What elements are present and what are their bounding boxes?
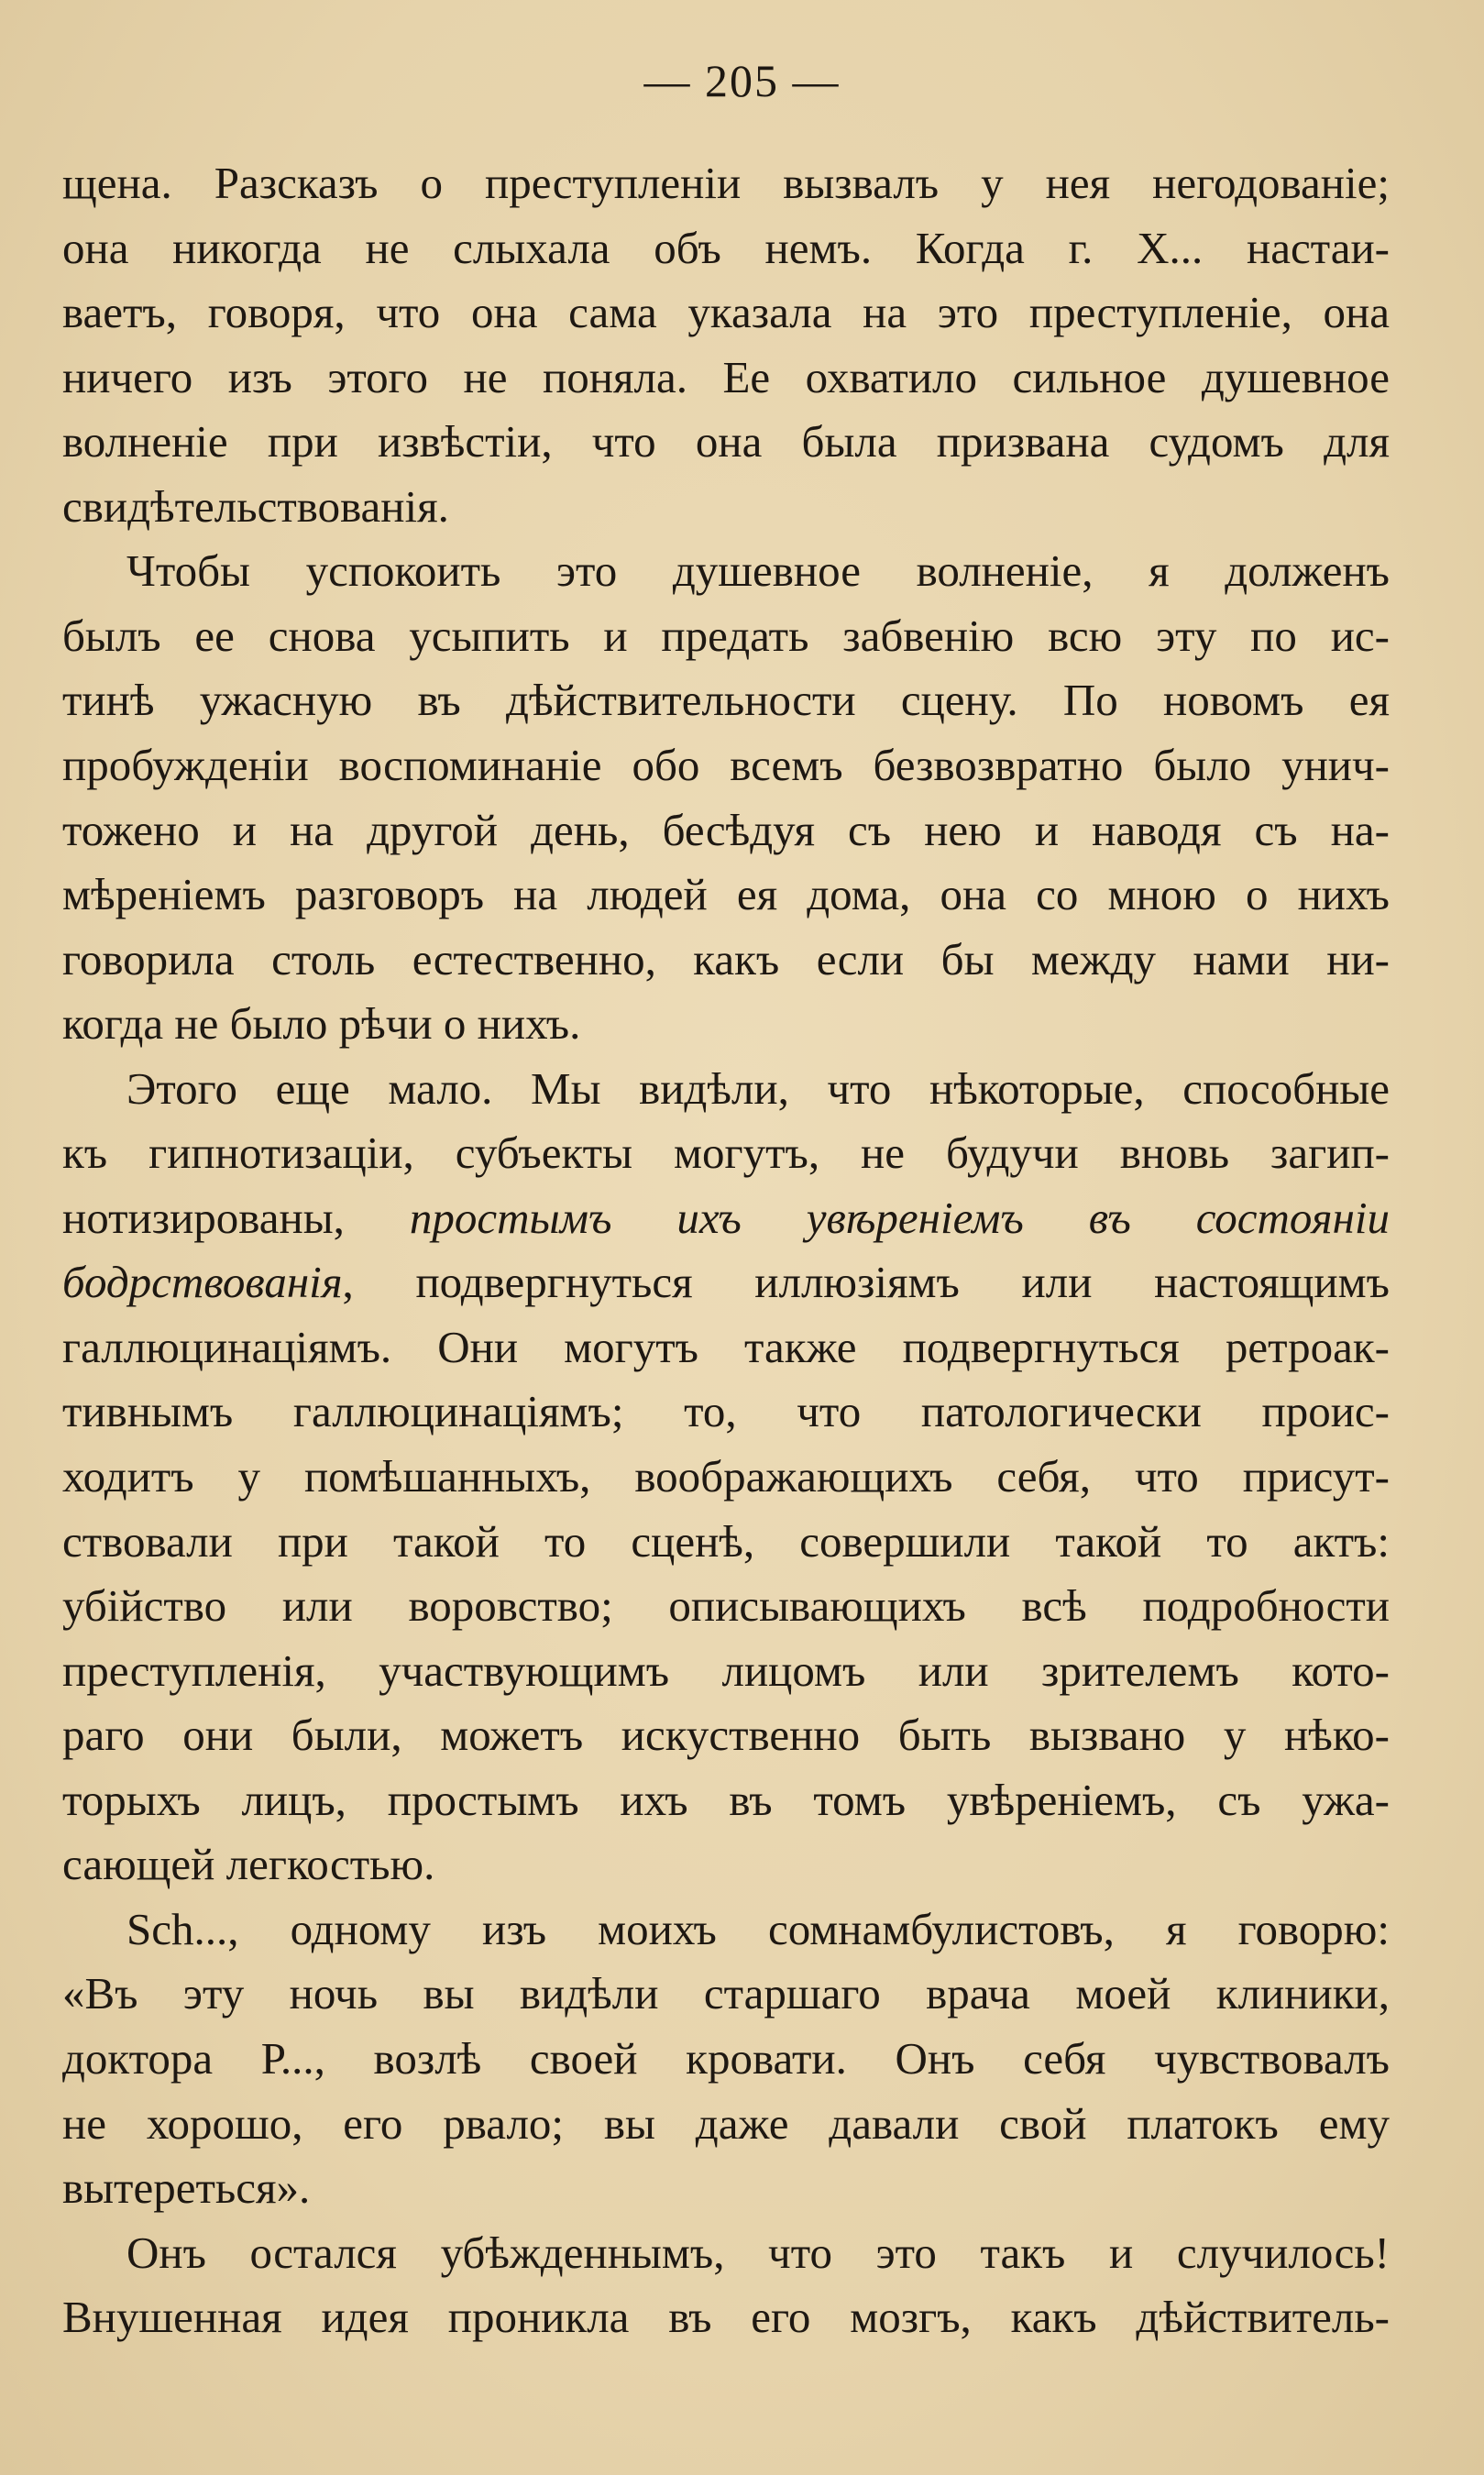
text-line: ствовали при такой то сценѣ, совершили такой то актъ:: [62, 1515, 1390, 1567]
text-line: вытереться».: [62, 2162, 311, 2214]
text-line: [62, 1248, 1390, 1317]
text-line: не хорошо, его рвало; вы даже давали свой платокъ ему: [62, 2097, 1390, 2149]
text-line: галлюцинаціямъ. Они могутъ также подвергнуться ретроак-: [62, 1321, 1390, 1372]
text-line: ходитъ у помѣшанныхъ, воображающихъ себя, что присут-: [62, 1451, 1390, 1502]
text-line: ваетъ, говоря, что она сама указала на это преступленіе, она: [62, 287, 1390, 338]
text-line: торыхъ лицъ, простымъ ихъ въ томъ увѣреніемъ, съ ужа-: [62, 1774, 1390, 1825]
text-line: волненіе при извѣстіи, что она была призвана судомъ для: [62, 416, 1390, 468]
text-line: Внушенная идея проникла въ его мозгъ, какъ дѣйствитель-: [62, 2292, 1390, 2343]
text-line: [62, 1183, 1390, 1253]
text-line: тивнымъ галлюцинаціямъ; то, что патологически проис-: [62, 1386, 1390, 1437]
text-line: преступленія, участвующимъ лицомъ или зрителемъ кото-: [62, 1644, 1390, 1696]
text-line: щена. Разсказъ о преступленіи вызвалъ у нея негодованіе;: [62, 158, 1390, 208]
text-line: сающей легкостью.: [62, 1839, 435, 1890]
text-line: Этого еще мало. Мы видѣли, что нѣкоторые, способные: [126, 1062, 1390, 1114]
text-line: тожено и на другой день, бесѣдуя съ нею и наводя съ на-: [62, 804, 1390, 855]
text-line: къ гипнотизаціи, субъекты могутъ, не будучи вновь загип-: [62, 1128, 1390, 1179]
text-line: доктора Р..., возлѣ своей кровати. Онъ себя чувствовалъ: [62, 2032, 1390, 2084]
italic-emphasis: бодрствованія: [62, 1257, 343, 1308]
text-line: ничего изъ этого не поняла. Ее охватило сильное душевное: [62, 351, 1390, 402]
text-fragment: нотизированы,: [62, 1192, 410, 1243]
italic-emphasis: простымъ ихъ увѣреніемъ въ состояніи: [409, 1192, 1390, 1243]
text-line: тинѣ ужасную въ дѣйствительности сцену. По новомъ ея: [62, 675, 1390, 726]
text-line: мѣреніемъ разговоръ на людей ея дома, она со мною о нихъ: [62, 869, 1390, 920]
text-line: пробужденіи воспоминаніе обо всемъ безвозвратно было унич-: [62, 739, 1390, 790]
text-line: когда не было рѣчи о нихъ.: [62, 998, 581, 1050]
text-line: Онъ остался убѣжденнымъ, что это такъ и случилось!: [126, 2227, 1390, 2278]
text-line: былъ ее снова усыпить и предать забвенію всю эту по ис-: [62, 610, 1390, 661]
text-line: свидѣтельствованія.: [62, 480, 449, 532]
text-line: «Въ эту ночь вы видѣли старшаго врача моей клиники,: [62, 1968, 1390, 2019]
text-fragment: , подвергнуться иллюзіямъ или настоящимъ: [342, 1257, 1390, 1308]
text-line: она никогда не слыхала объ немъ. Когда г. X... настаи-: [62, 222, 1390, 273]
text-line: говорила столь естественно, какъ если бы между нами ни-: [62, 933, 1390, 984]
text-line: убійство или воровство; описывающихъ всѣ подробности: [62, 1580, 1390, 1632]
text-line: раго они были, можетъ искуственно быть вызвано у нѣко-: [62, 1710, 1390, 1761]
text-line: Sch..., одному изъ моихъ сомнамбулистовъ, я говорю:: [126, 1903, 1390, 1954]
text-line: Чтобы успокоить это душевное волненіе, я долженъ: [126, 545, 1390, 597]
page-number: — 205 —: [643, 55, 841, 106]
